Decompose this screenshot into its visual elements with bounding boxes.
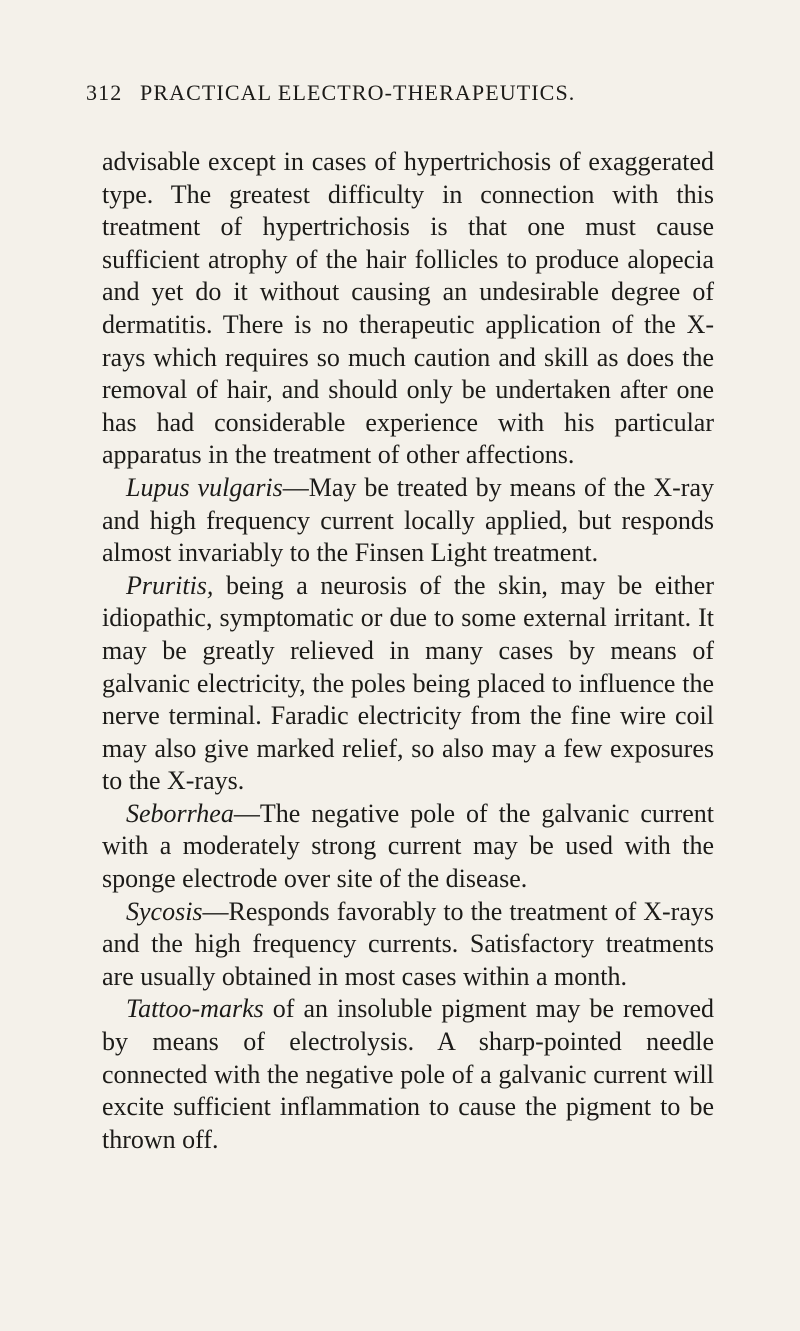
- paragraph-tattoo-marks: [102, 993, 714, 1156]
- paragraph-term: Sycosis: [126, 896, 203, 926]
- paragraph-seborrhea: [102, 798, 714, 896]
- paragraph-term: Seborrhea: [126, 798, 234, 828]
- paragraph-text: advisable except in cases of hypertrichosis of exaggerated type. The greatest difficulty in connection with this treatment of hypertrichosis is that one must cause sufficient atrophy of the hair follicles to produce alopecia and yet do it without causing an undesirable degree of dermatitis. There is no therapeutic application of the X-rays which requires so much caution and skill as does the removal of hair, and should only be undertaken after one has had considerable experience with his particular apparatus in the treatment of other affections.: [102, 147, 714, 470]
- paragraph-text: —Responds favorably to the treatment of X-rays and the high frequency currents. Satisfactory treatments are usually obtained in most cases within a month.: [102, 896, 714, 991]
- paragraph-pruritis: [102, 570, 714, 798]
- paragraph-term: Lupus vulgaris: [126, 472, 283, 502]
- paragraph-term: Tattoo-marks: [126, 994, 264, 1024]
- running-title: PRACTICAL ELECTRO-THERAPEUTICS.: [140, 80, 576, 105]
- body-text: [102, 146, 714, 1156]
- paragraph-sycosis: [102, 896, 714, 994]
- page-number: 312: [86, 80, 123, 105]
- paragraph-text: being a neurosis of the skin, may be either idiopathic, symptomatic or due to some external irritant. It may be greatly relieved in many cases by means of galvanic electricity, the poles being placed to influence the nerve terminal. Faradic electricity from the fine wire coil may also give marked relief, so also may a few exposures to the X-rays.: [102, 570, 714, 796]
- paragraph-term: Pruritis,: [126, 570, 214, 600]
- running-head: [86, 80, 726, 106]
- paragraph-text: —May be treated by means of the X-ray and high frequency current locally applied, but responds almost invariably to the Finsen Light treatment.: [102, 472, 714, 568]
- paragraph-lupus-vulgaris: [102, 472, 714, 570]
- paragraph-hypertrichosis: [102, 146, 714, 472]
- paragraph-text: of an insoluble pigment may be removed by means of electrolysis. A sharp-pointed needle connected with the negative pole of a galvanic current will excite sufficient inflammation to cause the pigment to be thrown off.: [102, 994, 714, 1154]
- paragraph-text: —The negative pole of the galvanic current with a moderately strong current may be used with the sponge electrode over site of the disease.: [102, 798, 714, 894]
